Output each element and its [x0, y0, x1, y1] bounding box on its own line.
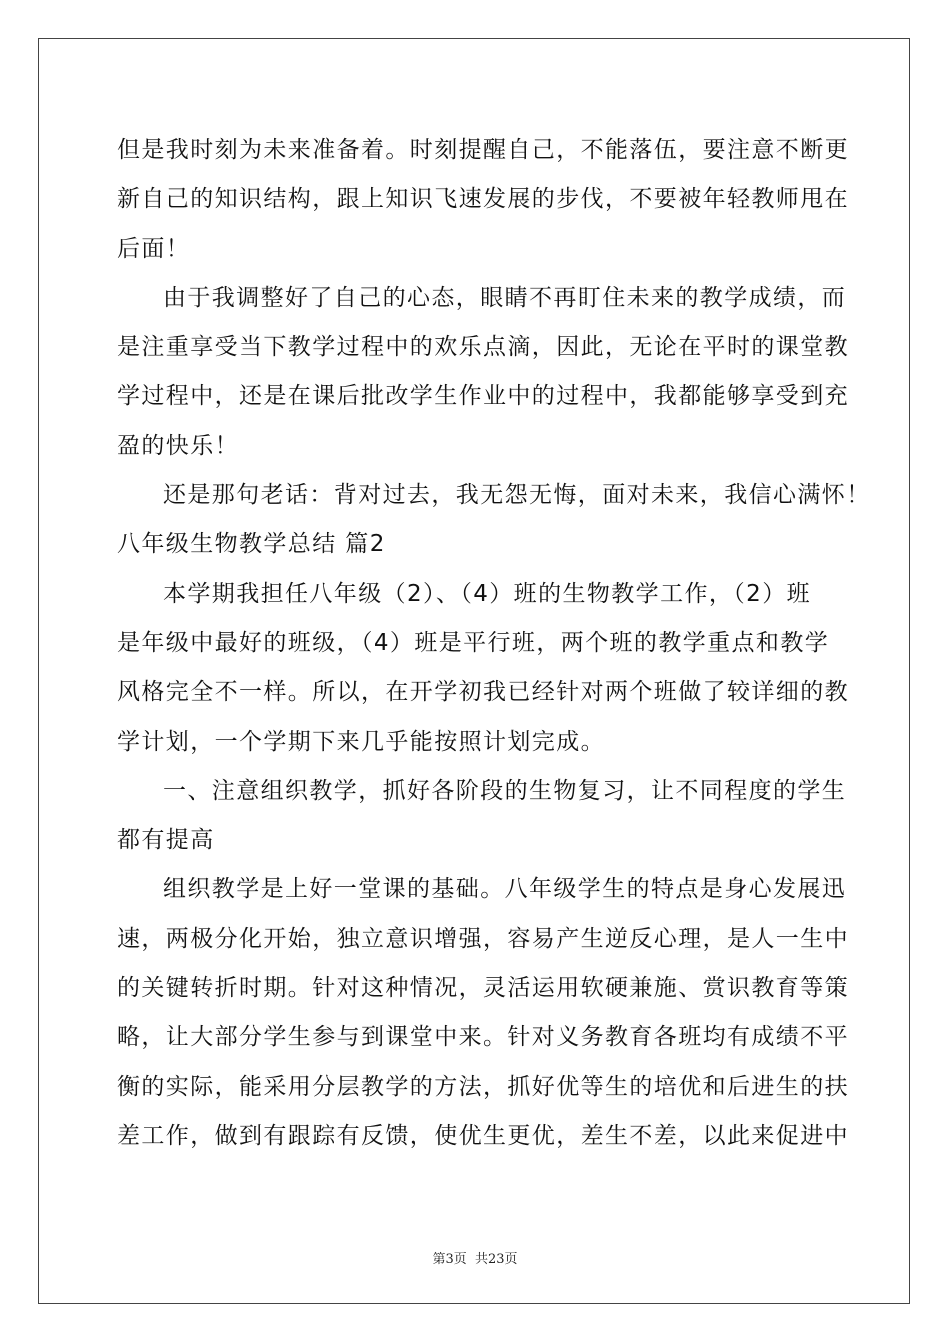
document-body — [117, 126, 871, 1161]
text-line: 盈的快乐！ — [117, 432, 239, 459]
text-line: 衡的实际，能采用分层教学的方法，抓好优等生的培优和后进生的扶 — [117, 1073, 849, 1100]
page-total: 共23页 — [474, 1252, 518, 1267]
text-line: 都有提高 — [117, 827, 215, 854]
text-line: 的关键转折时期。针对这种情况，灵活运用软硬兼施、赏识教育等策 — [117, 975, 849, 1002]
text-line: 一、注意组织教学，抓好各阶段的生物复习，让不同程度的学生 — [163, 777, 847, 804]
text-line: 是年级中最好的班级，（4）班是平行班，两个班的教学重点和教学 — [117, 629, 830, 656]
text-line: 但是我时刻为未来准备着。时刻提醒自己，不能落伍，要注意不断更 — [117, 137, 849, 163]
text-line: 略，让大部分学生参与到课堂中来。针对义务教育各班均有成绩不平 — [117, 1024, 849, 1051]
text-line: 组织教学是上好一堂课的基础。八年级学生的特点是身心发展迅 — [163, 876, 847, 903]
page-number: 第3页 — [432, 1252, 467, 1267]
text-line: 风格完全不一样。所以，在开学初我已经针对两个班做了较详细的教 — [117, 679, 849, 706]
text-line: 学过程中，还是在课后批改学生作业中的过程中，我都能够享受到充 — [117, 383, 849, 410]
text-line: 八年级生物教学总结 篇2 — [117, 531, 386, 558]
text-line: 后面！ — [117, 235, 191, 262]
text-line: 学计划，一个学期下来几乎能按照计划完成。 — [117, 728, 605, 755]
text-line: 差工作，做到有跟踪有反馈，使优生更优，差生不差，以此来促进中 — [117, 1122, 849, 1149]
text-line: 速，两极分化开始，独立意识增强，容易产生逆反心理，是人一生中 — [117, 925, 849, 952]
text-line: 由于我调整好了自己的心态，眼睛不再盯住未来的教学成绩，而 — [163, 284, 847, 311]
text-line: 是注重享受当下教学过程中的欢乐点滴，因此，无论在平时的课堂教 — [117, 334, 849, 361]
text-line: 本学期我担任八年级（2）、（4）班的生物教学工作，（2）班 — [163, 580, 811, 607]
text-line: 还是那句老话：背对过去，我无怨无悔，面对未来，我信心满怀！ — [163, 482, 871, 509]
text-line: 新自己的知识结构，跟上知识飞速发展的步伐，不要被年轻教师甩在 — [117, 186, 849, 213]
page-footer — [0, 1248, 950, 1267]
